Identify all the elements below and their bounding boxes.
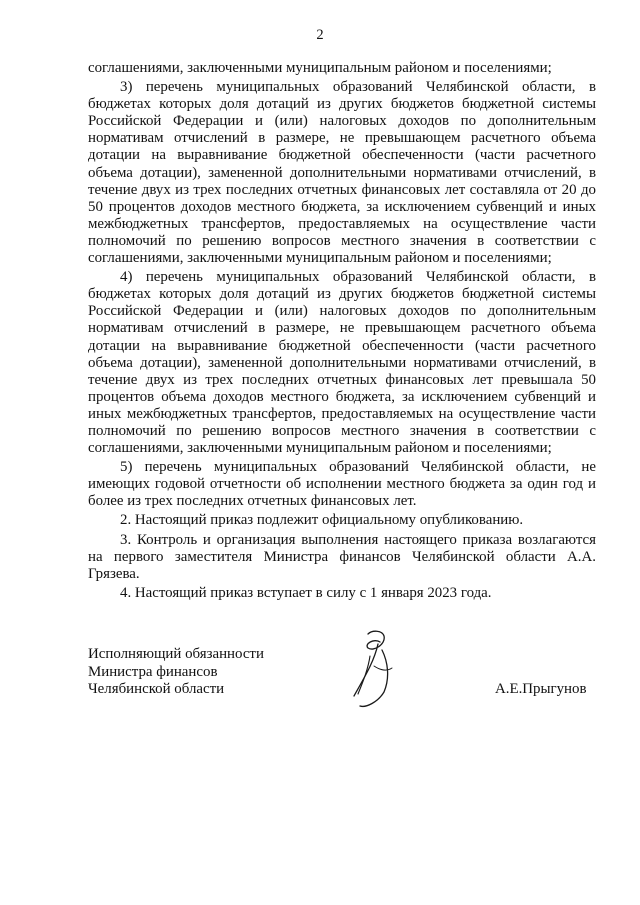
signatory-title-line-2: Министра финансов	[88, 663, 218, 680]
signatory-title	[88, 646, 264, 699]
handwritten-signature	[338, 626, 408, 716]
list-item-3: 3) перечень муниципальных образований Челябинской области, в бюджетах которых доля дотаций из других бюджетов бюджетной системы Российской Федерации и (или) налоговых доходов по дополнительным нормативам отчислений в размере, не превышающем расчетного объема дотации на выравнивание бюджетной обеспеченности (части расчетного объема дотации), замененной дополнительными нормативами отчислений, в течение двух из трех последних отчетных финансовых лет составляла от 20 до 50 процентов доходов местного бюджета, за исключением субвенций и иных межбюджетных трансфертов, предоставляемых на осуществление части полномочий по решению вопросов местного значения в соответствии с соглашениями, заключенными муниципальным районом и поселениями;	[88, 79, 596, 267]
clause-2: 2. Настоящий приказ подлежит официальному опубликованию.	[120, 512, 524, 529]
list-item-5: 5) перечень муниципальных образований Челябинской области, не имеющих годовой отчетности об исполнении местного бюджета за один год и более из трех последних отчетных финансовых лет.	[88, 459, 596, 510]
clause-4: 4. Настоящий приказ вступает в силу с 1 января 2023 года.	[120, 584, 492, 601]
clause-3: 3. Контроль и организация выполнения настоящего приказа возлагаются на первого заместителя Министра финансов Челябинской области А.А. Грязева.	[88, 531, 596, 582]
signatory-title-line-1: Исполняющий обязанности	[88, 646, 264, 662]
signatory-title-line-3: Челябинской области	[88, 681, 225, 697]
paragraph-continuation: соглашениями, заключенными муниципальным районом и поселениями;	[88, 60, 552, 76]
list-item-4: 4) перечень муниципальных образований Челябинской области, в бюджетах которых доля дотаций из других бюджетов бюджетной системы Российской Федерации и (или) налоговых доходов по дополнительным нормативам отчислений в размере, не превышающем расчетного объема дотации на выравнивание бюджетной обеспеченности (части расчетного объема дотации), замененной дополнительными нормативами отчислений, в течение двух из трех последних отчетных финансовых лет превышала 50 процентов объема доходов местного бюджета, за исключением субвенций и иных межбюджетных трансфертов, предоставляемых на осуществление части полномочий по решению вопросов местного значения в соответствии с соглашениями, заключенными муниципальным районом и поселениями;	[88, 269, 596, 457]
signatory-name: А.Е.Прыгунов	[495, 681, 587, 697]
page-number: 2	[316, 27, 324, 43]
document-body	[88, 60, 596, 604]
